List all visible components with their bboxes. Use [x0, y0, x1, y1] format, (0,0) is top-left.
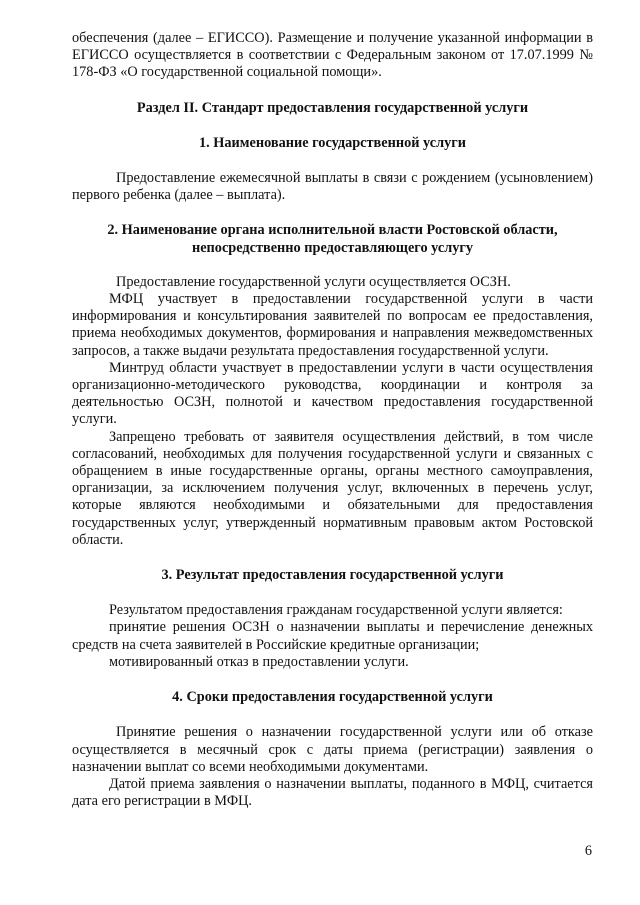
subsection-2-paragraph-4: Запрещено требовать от заявителя осуществления действий, в том числе согласований, необходимых для получения государственной услуги и связанных с обращением в иные государственные органы, органы местного самоуправления, организации, за исключением получения услуг, включенных в перечень услуг, которые являются необходимыми и обязательными для предоставления государственных услуг, утвержденный нормативным правовым актом Ростовской области. [72, 428, 593, 548]
section-title: Раздел II. Стандарт предоставления государственной услуги [136, 99, 529, 116]
subsection-1-paragraph-1: Предоставление ежемесячной выплаты в связи с рождением (усыновлением) первого ребенка (далее – выплата). [72, 170, 593, 204]
subsection-3-title: 3. Результат предоставления государственной услуги [161, 567, 504, 584]
subsection-4-paragraph-2: Датой приема заявления о назначении выплаты, поданного в МФЦ, считается дата его регистрации в МФЦ. [72, 775, 593, 810]
subsection-1-title: 1. Наименование государственной услуги [198, 134, 467, 151]
page-number: 6 [584, 843, 592, 859]
intro-paragraph: обеспечения (далее – ЕГИССО). Размещение и получение указанной информации в ЕГИССО осуществляется в соответствии с Федеральным законом от 17.07.1999 № 178-ФЗ «О государственной социальной помощи». [72, 30, 593, 81]
subsection-2-title [72, 222, 593, 256]
subsection-2-paragraph-1: Предоставление государственной услуги осуществляется ОСЗН. [116, 273, 511, 290]
subsection-4-title: 4. Сроки предоставления государственной услуги [172, 689, 493, 706]
subsection-3-paragraph-1: Результатом предоставления гражданам государственной услуги является: [109, 602, 563, 619]
subsection-2-paragraph-2: МФЦ участвует в предоставлении государственной услуги в части информирования и консультирования заявителей по вопросам ее предоставления, приема необходимых документов, формирования и направления межведомственных запросов, а также выдачи результата предоставления государственной услуги. [72, 291, 593, 359]
subsection-3-paragraph-2: принятие решения ОСЗН о назначении выплаты и перечисление денежных средств на счета заявителей в Российские кредитные организации; [72, 619, 593, 653]
subsection-4-paragraph-1: Принятие решения о назначении государственной услуги или об отказе осуществляется в месячный срок с даты приема (регистрации) заявления о назначении выплат со всеми необходимыми документами. [72, 724, 593, 775]
subsection-2-title-line-2: непосредственно предоставляющего услугу [191, 239, 474, 256]
subsection-2-title-line-1: 2. Наименование органа исполнительной власти Ростовской области, [107, 222, 558, 239]
document-page [72, 30, 593, 810]
subsection-2-paragraph-3: Минтруд области участвует в предоставлении услуги в части осуществления организационно-методического руководства, координации и контроля за деятельностью ОСЗН, полнотой и качеством предоставления государственной услуги. [72, 359, 593, 428]
subsection-3-paragraph-3: мотивированный отказ в предоставлении услуги. [109, 653, 409, 670]
